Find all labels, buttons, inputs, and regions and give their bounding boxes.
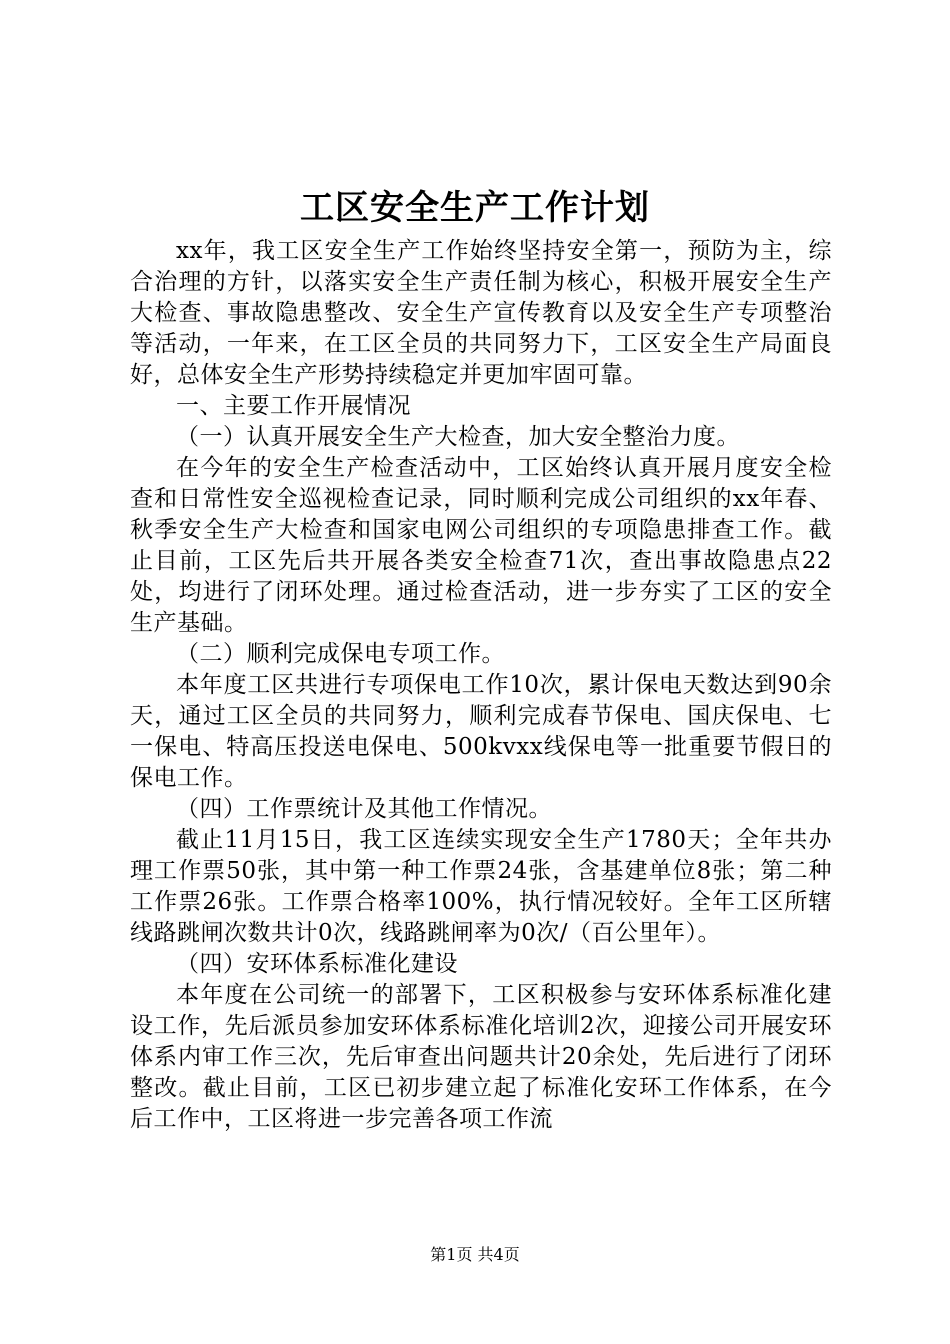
paragraph: 本年度在公司统一的部署下，工区积极参与安环体系标准化建设工作，先后派员参加安环体系标准化培训2次，迎接公司开展安环体系内审工作三次，先后审查出问题共计20余处，先后进行了闭环整改。截止目前，工区已初步建立起了标准化安环工作体系，在今后工作中，工区将进一步完善各项工作流 — [130, 982, 832, 1132]
paragraph: 本年度工区共进行专项保电工作10次，累计保电天数达到90余天，通过工区全员的共同努力，顺利完成春节保电、国庆保电、七一保电、特高压投送电保电、500kvxx线保电等一批重要节假日的保电工作。 — [130, 672, 832, 791]
subsection-heading: （四）安环体系标准化建设 — [176, 951, 458, 977]
document-title: 工区安全生产工作计划 — [300, 188, 650, 228]
document-body — [130, 236, 832, 1135]
subsection-heading: （二）顺利完成保电专项工作。 — [176, 641, 505, 667]
subsection-heading: （一）认真开展安全生产大检查，加大安全整治力度。 — [176, 424, 740, 450]
paragraph: 截止11月15日，我工区连续实现安全生产1780天；全年共办理工作票50张，其中第一种工作票24张，含基建单位8张；第二种工作票26张。工作票合格率100%，执行情况较好。全年工区所辖线路跳闸次数共计0次，线路跳闸率为0次/（百公里年）。 — [130, 827, 832, 946]
section-heading: 一、主要工作开展情况 — [176, 393, 411, 419]
paragraph: 在今年的安全生产检查活动中，工区始终认真开展月度安全检查和日常性安全巡视检查记录，同时顺利完成公司组织的xx年春、秋季安全生产大检查和国家电网公司组织的专项隐患排查工作。截止目前，工区先后共开展各类安全检查71次，查出事故隐患点22处，均进行了闭环处理。通过检查活动，进一步夯实了工区的安全生产基础。 — [130, 455, 832, 636]
subsection-heading: （四）工作票统计及其他工作情况。 — [176, 796, 552, 822]
page-footer: 第1页 共4页 — [430, 1245, 520, 1264]
paragraph-intro: xx年，我工区安全生产工作始终坚持安全第一，预防为主，综合治理的方针，以落实安全生产责任制为核心，积极开展安全生产大检查、事故隐患整改、安全生产宣传教育以及安全生产专项整治等活动，一年来，在工区全员的共同努力下，工区安全生产局面良好，总体安全生产形势持续稳定并更加牢固可靠。 — [130, 238, 832, 388]
